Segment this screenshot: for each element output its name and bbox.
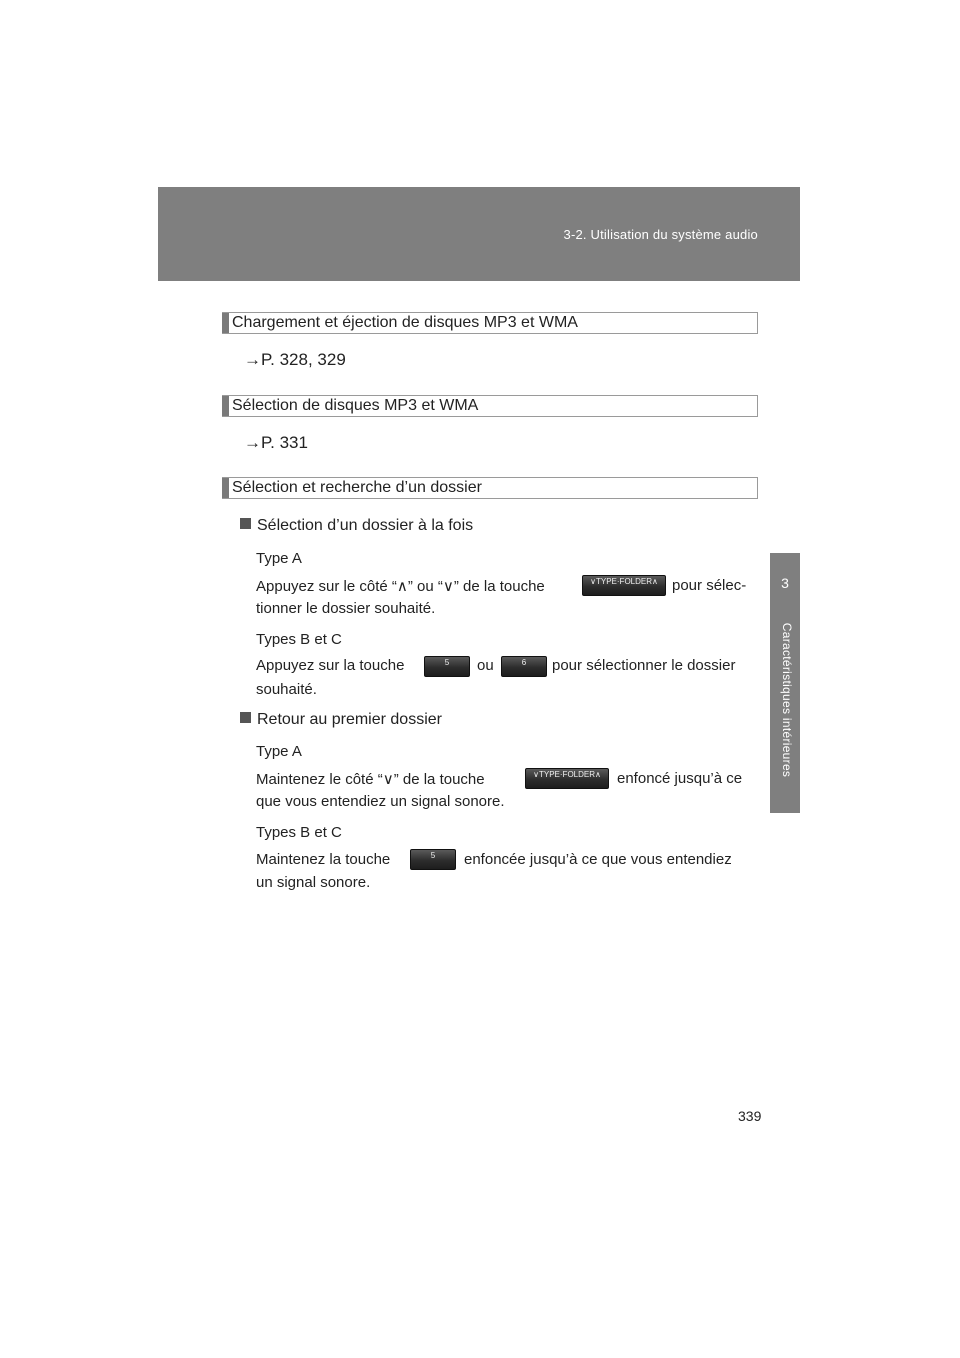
preset-5-button-image: 5 (410, 849, 456, 870)
type-label: Types B et C (256, 824, 342, 841)
chapter-label: Caractéristiques intérieures (780, 622, 794, 778)
section-title: Sélection de disques MP3 et WMA (232, 397, 479, 414)
square-bullet-icon (240, 518, 251, 529)
section-header: 3-2. Utilisation du système audio (563, 227, 758, 242)
instruction-text: Maintenez la touche (256, 851, 391, 868)
instruction-text: enfoncé jusqu’à ce (617, 770, 743, 787)
section-heading (222, 477, 758, 499)
type-folder-button-image: ∨TYPE·FOLDER∧ (525, 768, 609, 789)
instruction-text: Maintenez le côté “∨” de la touche (256, 771, 485, 788)
preset-6-button-image: 6 (501, 656, 547, 677)
instruction-text: ou (477, 657, 494, 674)
subsection-title: Sélection d’un dossier à la fois (240, 517, 473, 535)
instruction-text: enfoncée jusqu’à ce que vous entendiez (464, 851, 732, 868)
instruction-text: Appuyez sur le côté “∧” ou “∨” de la touche (256, 578, 545, 595)
heading-bar (222, 396, 229, 416)
type-label: Types B et C (256, 631, 342, 648)
instruction-text: un signal sonore. (256, 874, 371, 891)
page-reference: →P. 331 (244, 433, 308, 452)
header-band (158, 187, 800, 281)
heading-bar (222, 478, 229, 498)
subsection-title: Retour au premier dossier (240, 711, 442, 729)
section-title: Chargement et éjection de disques MP3 et WMA (232, 314, 578, 331)
page-number: 339 (738, 1108, 762, 1124)
type-folder-button-image: ∨TYPE·FOLDER∧ (582, 575, 666, 596)
section-title: Sélection et recherche d’un dossier (232, 479, 482, 496)
type-label: Type A (256, 743, 302, 760)
section-heading (222, 395, 758, 417)
section-heading (222, 312, 758, 334)
preset-5-button-image: 5 (424, 656, 470, 677)
chapter-number: 3 (781, 575, 789, 591)
instruction-text: pour sélec- (672, 577, 747, 594)
instruction-text: que vous entendiez un signal sonore. (256, 793, 505, 810)
square-bullet-icon (240, 712, 251, 723)
instruction-text: Appuyez sur la touche (256, 657, 405, 674)
instruction-text: pour sélectionner le dossier (552, 657, 736, 674)
instruction-text: souhaité. (256, 681, 317, 698)
page-reference: →P. 328, 329 (244, 350, 346, 369)
type-label: Type A (256, 550, 302, 567)
instruction-text: tionner le dossier souhaité. (256, 600, 436, 617)
heading-bar (222, 313, 229, 333)
